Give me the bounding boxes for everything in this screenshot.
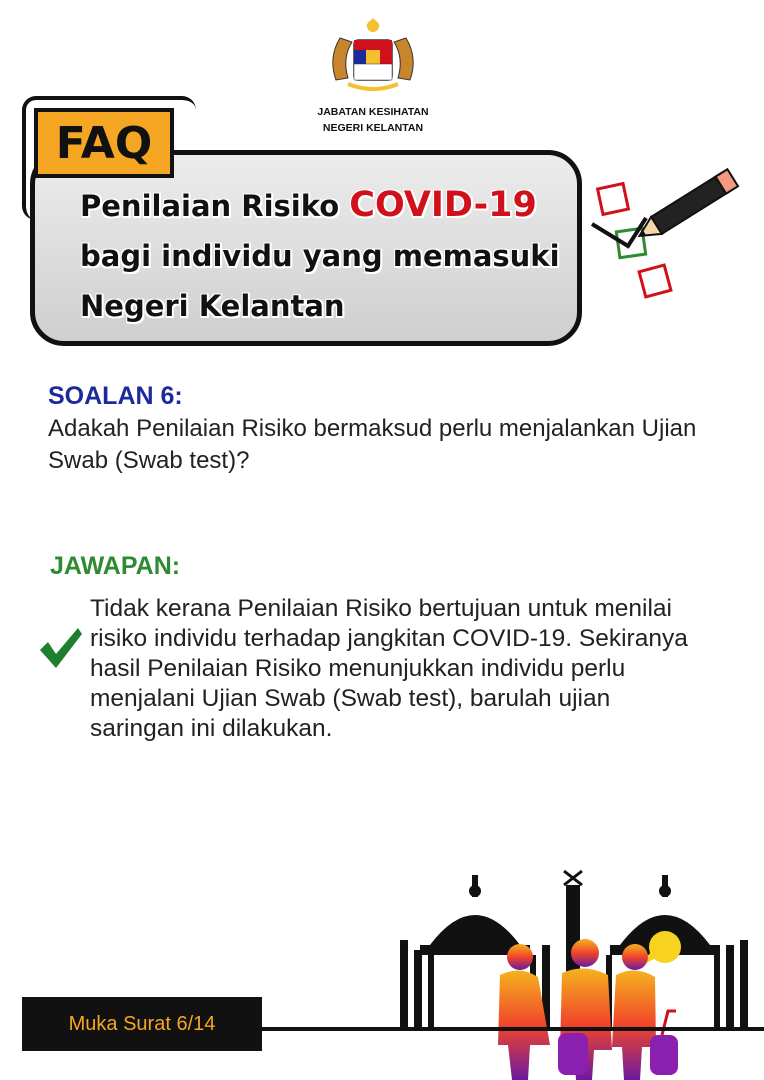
skyline-travellers-icon <box>380 865 764 1080</box>
title-line-1 <box>80 180 570 231</box>
title-line-1-prefix: Penilaian Risiko <box>80 189 340 223</box>
department-name <box>268 104 478 136</box>
department-line-2: NEGERI KELANTAN <box>322 122 424 134</box>
title-line-3: Negeri Kelantan <box>80 289 345 323</box>
emblem-icon <box>318 18 428 98</box>
answer-text: Tidak kerana Penilaian Risiko bertujuan untuk menilai risiko individu terhadap jangkitan COVID-19. Sekiranya hasil Penilaian Risiko menunjukkan individu perlu menjalani Ujian Swab (Swab test), barulah ujian saringan ini dilakukan. <box>90 595 688 742</box>
question-text: Adakah Penilaian Risiko bermaksud perlu menjalankan Ujian Swab (Swab test)? <box>48 415 697 474</box>
title-line-2: bagi individu yang memasuki <box>80 239 560 273</box>
checkmark-icon <box>38 626 82 670</box>
page-number-badge: Muka Surat 6/14 <box>22 997 262 1051</box>
department-line-1: JABATAN KESIHATAN <box>317 106 429 118</box>
page-title <box>80 180 570 331</box>
question-label: SOALAN 6: <box>48 382 183 410</box>
answer-label: JAWAPAN: <box>50 552 181 580</box>
checklist-pencil-icon <box>588 168 748 308</box>
title-covid-highlight: COVID-19 <box>349 185 537 225</box>
footer-baseline <box>262 1027 764 1031</box>
faq-tag: FAQ <box>34 108 174 178</box>
